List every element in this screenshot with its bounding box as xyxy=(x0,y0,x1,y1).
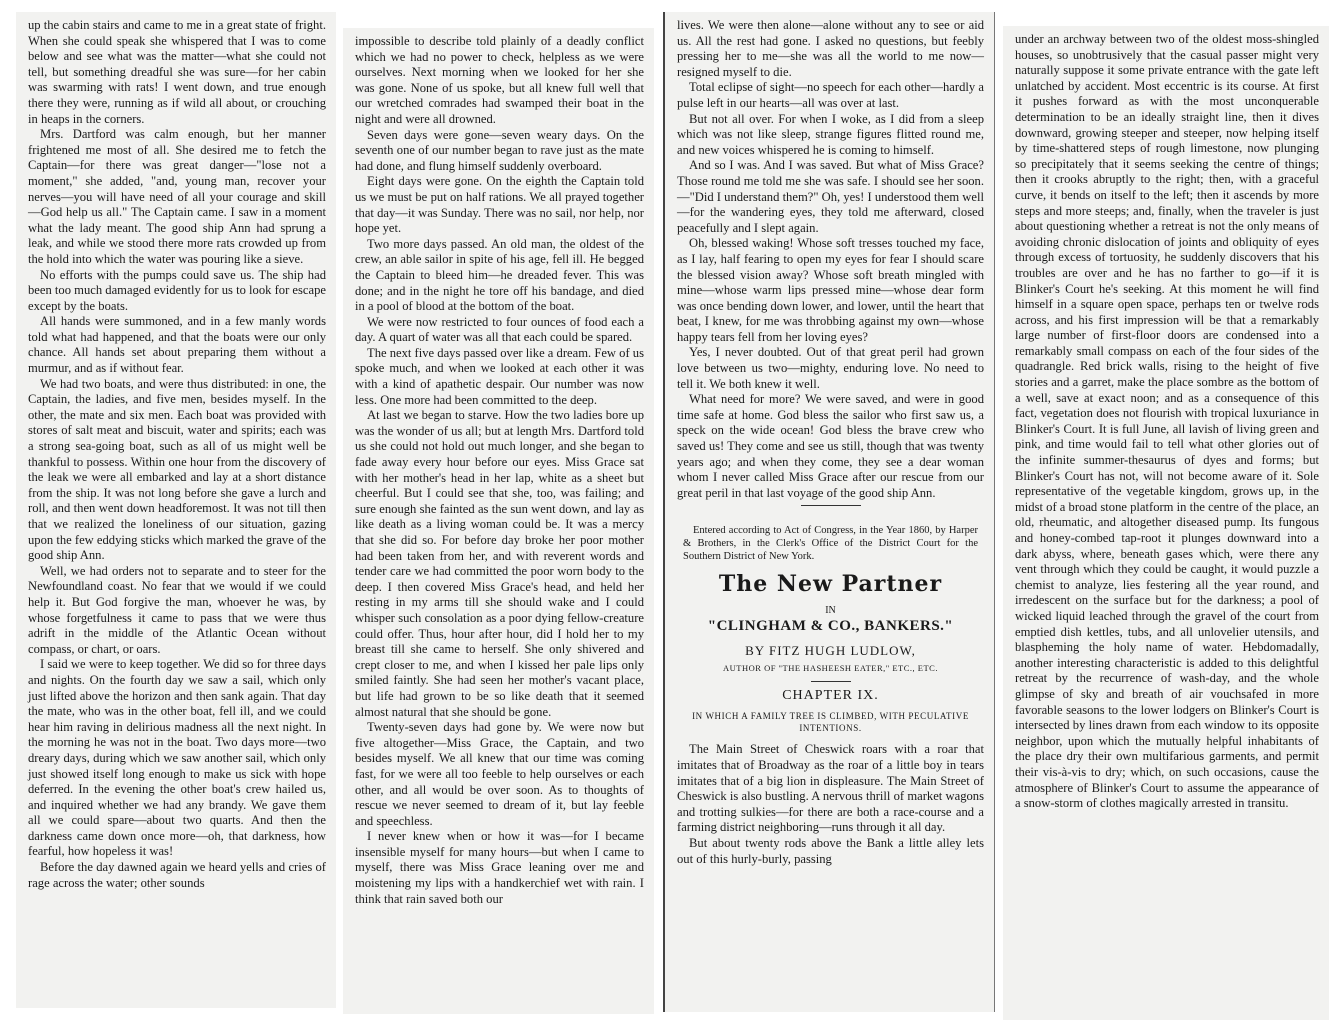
heading-divider xyxy=(811,681,851,682)
col1-paragraph: Mrs. Dartford was calm enough, but her manner frightened me most of all. She desired me to fetch the Captain—for there was great danger—"lose not a moment," she added, "and, young man, recover your nerves—you will have need of all your courage and skill—God help us all." The Captain came. I saw in a moment what the lady meant. The good ship Ann had sprung a leak, and while we stood there more rats crowded up from the hold into which the water was pouring like a sieve. xyxy=(28,127,326,266)
col2-paragraph: The next five days passed over like a dream. Few of us spoke much, and when we looked at each other it was with a kind of apathetic despair. Our number was now less. One more had been committed to the deep. xyxy=(355,345,644,407)
chapter-heading: CHAPTER IX. xyxy=(782,688,879,704)
col3-paragraph: Total eclipse of sight—no speech for each other—hardly a pulse left in our hearts—all was over at last. xyxy=(677,80,984,110)
column-1 xyxy=(16,12,336,1008)
col3-paragraph: Yes, I never doubted. Out of that great peril had grown love between us two—mighty, enduring love. No need to tell it. We both knew it well. xyxy=(677,345,984,391)
col1-paragraph: We had two boats, and were thus distributed: in one, the Captain, the ladies, and five men, besides myself. In the other, the mate and six men. Each boat was provided with stores of salt meat and biscuit, water and spirits; each was a strong sea-going boat, such as all of us might well be thankful to possess. Within one hour from the discovery of the leak we were all embarked and lay at a short distance from the ship. It was not long before she gave a lurch and roll, and then went down headforemost. It was not till then that we realized the loneliness of our situation, gazing upon the few eddying sticks which marked the grave of the good ship Ann. xyxy=(28,376,326,563)
section-divider xyxy=(801,505,861,506)
serial-title: The New Partner xyxy=(718,571,943,598)
chapter-paragraph: The Main Street of Cheswick roars with a roar that imitates that of Broadway as the roar of a little boy in tears imitates that of a big lion in displeasure. The Main Street of Cheswick is also bustling. A nervous thrill of market wagons and trotting sulkies—for there are both a race-course and a farming district neighboring—runs through it all day. xyxy=(677,742,984,835)
col2-paragraph: We were now restricted to four ounces of food each a day. A quart of water was all that each could be spared. xyxy=(355,314,644,345)
col3-paragraph: And so I was. And I was saved. But what of Miss Grace? Those round me told me she was safe. I should see her soon.—"Did I understand them?" Oh, yes! I understood them well—for the wandering eyes, they told me afterward, closed peacefully and I slept again. xyxy=(677,158,984,235)
column-2 xyxy=(343,28,654,1014)
col3-paragraph: lives. We were then alone—alone without any to see or aid us. All the rest had gone. I asked no questions, but feebly pressing her to me—she was all the world to me now—resigned myself to die. xyxy=(677,18,984,79)
col2-paragraph: Seven days were gone—seven weary days. On the seventh one of our number began to rave just as the mate had done, and flung himself suddenly overboard. xyxy=(355,127,644,173)
chapter-subtitle: IN WHICH A FAMILY TREE IS CLIMBED, WITH PECULATIVE INTENTIONS. xyxy=(692,711,969,734)
col1-paragraph: No efforts with the pumps could save us. The ship had been too much damaged evidently for us to look for escape except by the boats. xyxy=(28,267,326,313)
col2-paragraph: impossible to describe told plainly of a deadly conflict which we had no power to check, helpless as we were ourselves. Next morning when we looked for her she was gone. None of us spoke, but all knew full well that our wretched comrades had swamped their boat in the night and were all drowned. xyxy=(355,34,644,126)
copyright-notice: Entered according to Act of Congress, in the Year 1860, by Harper & Brothers, in the Clerk's Office of the District Court for the Southern District of New York. xyxy=(683,525,978,563)
column-4 xyxy=(1003,26,1329,1020)
col1-paragraph: Before the day dawned again we heard yells and cries of rage across the water; other sounds xyxy=(28,860,326,890)
col3-paragraph: Oh, blessed waking! Whose soft tresses touched my face, as I lay, half fearing to open my eyes for fear I should scare the blessed vision away? Whose soft breath mingled with mine—whose warm lips pressed mine—whose dear form was once bending down lower, and lower, until the heart that beat, I knew, for me was throbbing against my own—whose happy tears fell from her loving eyes? xyxy=(677,236,984,344)
col1-paragraph: All hands were summoned, and in a few manly words told what had happened, and that the boats were our only chance. All hands set about preparing them without a murmur, and as if without fear. xyxy=(28,314,326,376)
serial-subtitle: "CLINGHAM & CO., BANKERS." xyxy=(707,618,954,635)
col1-paragraph: up the cabin stairs and came to me in a great state of fright. When she could speak she whispered that I was to come below and see what was the matter—what she could not tell, but something dreadful she was sure—for her cabin was swarming with rats! I went down, and true enough there they were, running as if wild all about, or crouching in heaps in the corners. xyxy=(28,18,326,126)
col2-paragraph: At last we began to starve. How the two ladies bore up was the wonder of us all; but at length Mrs. Dartford told us she could not hold out much longer, and she began to fade away every hour before our eyes. Miss Grace sat with her mother's head in her lap, white as a sheet but cheerful. But I could see that she, too, was failing; and sure enough she fainted as the sun went down, and lay as like death as a living woman could be. It was a mercy that she did so. For before day broke her poor mother had been taken from her, and with reverent words and tender care we had committed the poor worn body to the deep. I then covered Miss Grace's head, and held her resting in my arms till she should wake and I could whisper such consolation as a poor dying fellow-creature could offer. Thus, hour after hour, did I hold her to my breast till she came to herself. She only shivered and crept closer to me, and when I kissed her pale lips only smiled faintly. She had seen her mother's vacant place, but life had grown to be so like death that it seemed almost natural that she should be gone. xyxy=(355,408,644,719)
author-note: AUTHOR OF "THE HASHEESH EATER," ETC., ETC. xyxy=(723,663,938,674)
serial-in-label: IN xyxy=(825,605,836,617)
col3-paragraph: But not all over. For when I woke, as I did from a sleep which was not like sleep, strange figures flitted round me, and new voices whispered he is coming to himself. xyxy=(677,111,984,157)
col4-paragraph: under an archway between two of the oldest moss-shingled houses, so unobtrusively that the casual passer might very naturally suppose it some private entrance with the gate left unlatched by accident. Most eccentric is its course. At first it pushes forward as with the most unconquerable determination to be an ideally straight line, then it dives downward, growing steeper and steeper, now helping itself by time-shattered steps of rough limestone, now plunging so precipitately that it seems seeking the centre of things; then it crooks abruptly to the right; then, with a graceful curve, it bends on itself to the left; then it ascends by more steps and more steeps; and, finally, when the traveler is just about questioning whether a retreat is not the only means of avoiding chronic dislocation of joints and obliquity of eyes through excess of tortuosity, he suddenly discovers that his troubles are over and he has no farther to go—if it is Blinker's Court he's seeking. At this moment he will find himself in a square open space, perhaps ten or twelve rods across, and his first impression will be that a remarkably large number of first-floor doors are condensed into a remarkably small compass on each of the four sides of the quadrangle. Red brick walls, rising to the height of five stories and a garret, make the place sombre as the bottom of a well, save at exact noon; and as a consequence of this fact, vegetation does not flourish with tropical luxuriance in Blinker's Court. It is full June, all lavish of living green and pink, and time would fail to tell what other glories out of the infinite summer-thesaurus of dyes and forms; but Blinker's Court has not, will not become aware of it. Sole representative of the vegetable kingdom, grows up, in the midst of a broad stone platform in the centre of the place, an old, rheumatic, and altogether diseased pump. Its fungous and honey-combed tap-root it plunges downward into a dark abyss, where, beneath gases which, were there any vent through which they could be caught, it would puzzle a chemist to analyze, lies festering all the year round, and irredescent on the surface but for the darkness; a pool of wicked liquid leached through the gravel of the court from emptied dish kettles, tubs, and all unlovelier utensils, and blaspheming the holy name of water. Hebdomadally, another interesting characteristic is added to this delightful retreat by the recurrence of wash-day, and the whole glimpse of sky and breath of air vouchsafed in more favorable seasons to the lower lodgers on Blinker's Court is intersected by lines drawn from each window to its opposite neighbor, upon which the mutually helpful inhabitants of the place dry their own multifarious garments, and permit their vis-à-vis to dry; which, on such occasions, cause the atmosphere of Blinker's Court to assume the appearance of a snow-storm of clothes magically arrested in transitu. xyxy=(1015,32,1319,811)
col3-paragraph: What need for more? We were saved, and were in good time safe at home. God bless the sailor who first saw us, a speck on the wide ocean! God bless the brave crew who saved us! They come and see us still, though that was twenty years ago; and when they come, they see a dear woman whom I never called Miss Grace after our rescue from our great peril in that last voyage of the good ship Ann. xyxy=(677,392,984,500)
col2-paragraph: I never knew when or how it was—for I became insensible myself for many hours—but when I came to myself, there was Miss Grace leaning over me and moistening my lips with a handkerchief wet with rain. I think that rain saved both our xyxy=(355,829,644,906)
author-byline: BY FITZ HUGH LUDLOW, xyxy=(745,643,916,659)
chapter-paragraph: But about twenty rods above the Bank a little alley lets out of this hurly-burly, passing xyxy=(677,835,984,866)
col2-paragraph: Two more days passed. An old man, the oldest of the crew, an able sailor in spite of his age, fell ill. He begged the Captain to bleed him—he dreaded fever. This was done; and in the night he tore off his bandage, and died in a pool of blood at the bottom of the boat. xyxy=(355,236,644,314)
column-3 xyxy=(663,12,995,1012)
col1-paragraph: I said we were to keep together. We did so for three days and nights. On the fourth day we saw a sail, which only just lifted above the horizon and then sank again. That day the mate, who was in the other boat, fell ill, and we could hear him raving in delirious madness all the next night. In the morning he was not in the boat. Two days more—two dreary days, during which we saw another sail, which only just showed itself long enough to make us sick with hope deferred. In the evening the other boat's crew hailed us, and inquired whether we had any brandy. We gave them all we could spare—about two quarts. And then the darkness came down once more—oh, that darkness, how fearful, how hopeless it was! xyxy=(28,657,326,859)
col2-paragraph: Eight days were gone. On the eighth the Captain told us we must be put on half rations. We all prayed together that day—it was Sunday. There was no sail, nor help, nor hope yet. xyxy=(355,174,644,236)
col1-paragraph: Well, we had orders not to separate and to steer for the Newfoundland coast. No fear that we would if we could help it. But God forgive the man, whoever he was, by whose forgetfulness it came to pass that we were thus adrift in the middle of the Atlantic Ocean without compass, or chart, or oars. xyxy=(28,563,326,656)
col2-paragraph: Twenty-seven days had gone by. We were now but five altogether—Miss Grace, the Captain, and two besides myself. We all knew that our time was coming fast, for we were all too feeble to help ourselves or each other, and all would be over soon. As to thoughts of rescue we never seemed to dream of it, but lay feeble and speechless. xyxy=(355,720,644,828)
